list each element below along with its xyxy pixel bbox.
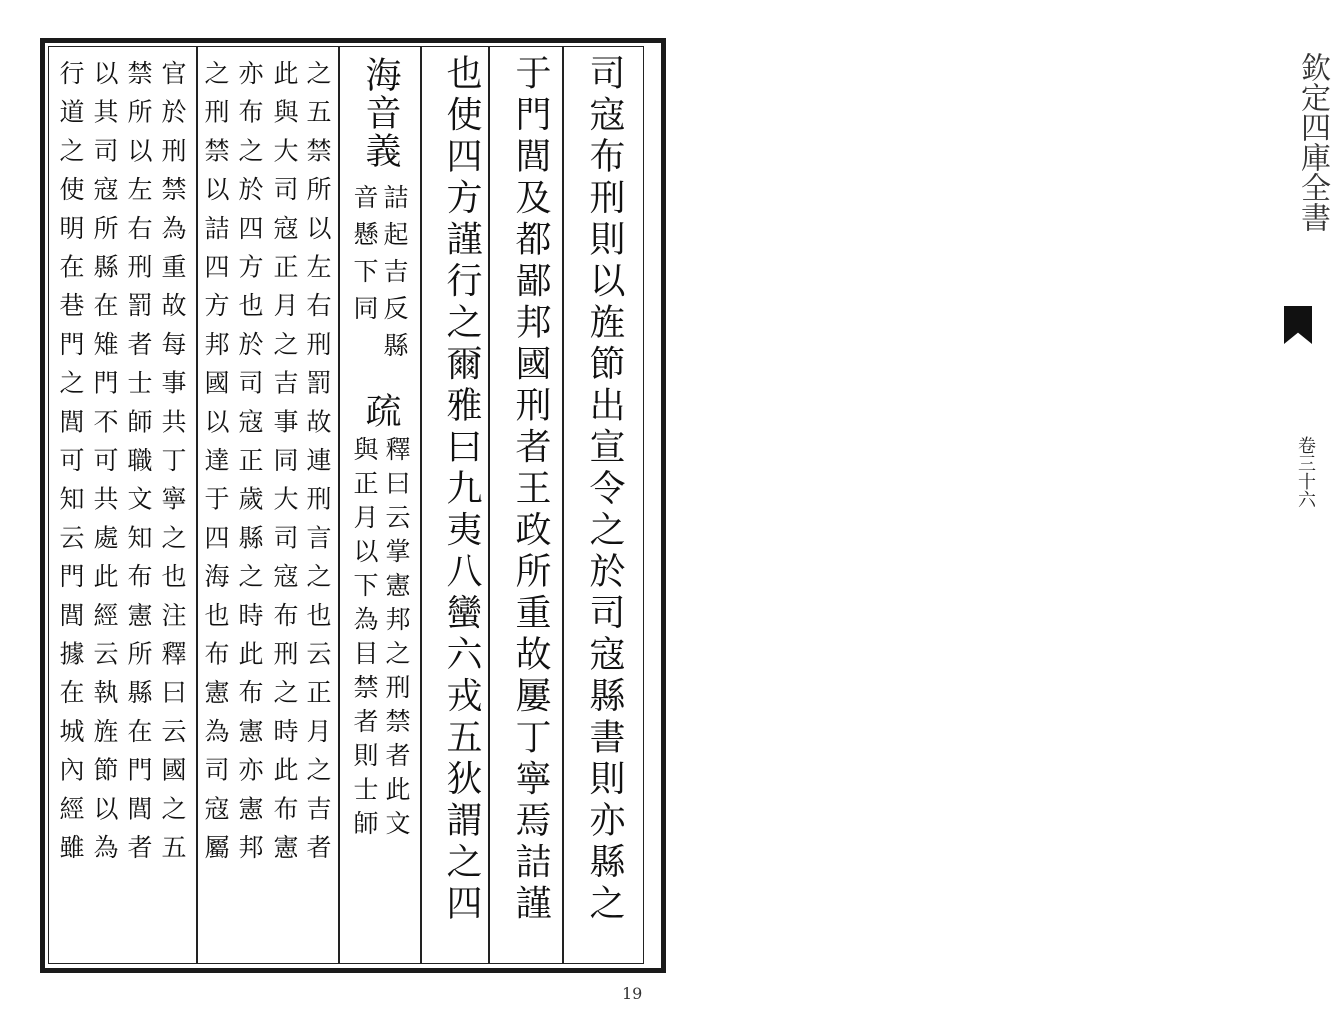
- page-number: 19: [622, 984, 643, 1003]
- commentary-column-7: 以其司寇所縣在雉門不可共處此經云執旌節以為: [90, 60, 119, 873]
- shu-note-left: 與正月以下為目禁者則士師: [350, 436, 379, 844]
- commentary-column-2: 此與大司寇正月之吉事同大司寇布刑之時此布憲: [270, 60, 299, 873]
- text-column-2: 于門閭及都鄙邦國刑者王政所重故屢丁寧焉詰謹: [510, 54, 551, 926]
- book-title: 欽定四庫全書: [1295, 52, 1330, 232]
- column-rule: [420, 46, 422, 964]
- text-column-3: 也使四方謹行之爾雅曰九夷八蠻六戎五狄謂之四: [441, 54, 482, 926]
- yinyi-note-right: 詰起吉反縣: [380, 184, 409, 369]
- yinyi-note-left: 音懸下同: [350, 184, 379, 332]
- column-rule: [562, 46, 564, 964]
- commentary-column-3: 亦布之於四方也於司寇正歲縣之時此布憲亦憲邦: [235, 60, 264, 873]
- commentary-column-8: 行道之使明在巷門之閭可知云門閭據在城內經雖: [56, 60, 85, 873]
- shu-note-right: 釋曰云掌憲邦之刑禁者此文: [382, 436, 411, 844]
- text-column-1: 司寇布刑則以旌節出宣令之於司寇縣書則亦縣之: [584, 54, 625, 926]
- shu-heading: 疏: [360, 392, 401, 428]
- commentary-column-5: 官於刑禁為重故每事共丁寧之也注釋曰云國之五: [158, 60, 187, 873]
- column-rule: [488, 46, 490, 964]
- commentary-column-4: 之刑禁以詰四方邦國以達于四海也布憲為司寇屬: [201, 60, 230, 873]
- commentary-column-6: 禁所以左右刑罰者士師職文知布憲所縣在門閭者: [124, 60, 153, 873]
- fore-edge-margin: [642, 0, 1330, 1024]
- column-rule: [196, 46, 198, 964]
- volume-label: 卷三十六: [1295, 436, 1316, 508]
- yinyi-heading: 海音義: [360, 56, 401, 170]
- commentary-column-1: 之五禁所以左右刑罰故連刑言之也云正月之吉者: [303, 60, 332, 873]
- fishtail-mark: [1284, 306, 1312, 344]
- column-rule: [338, 46, 340, 964]
